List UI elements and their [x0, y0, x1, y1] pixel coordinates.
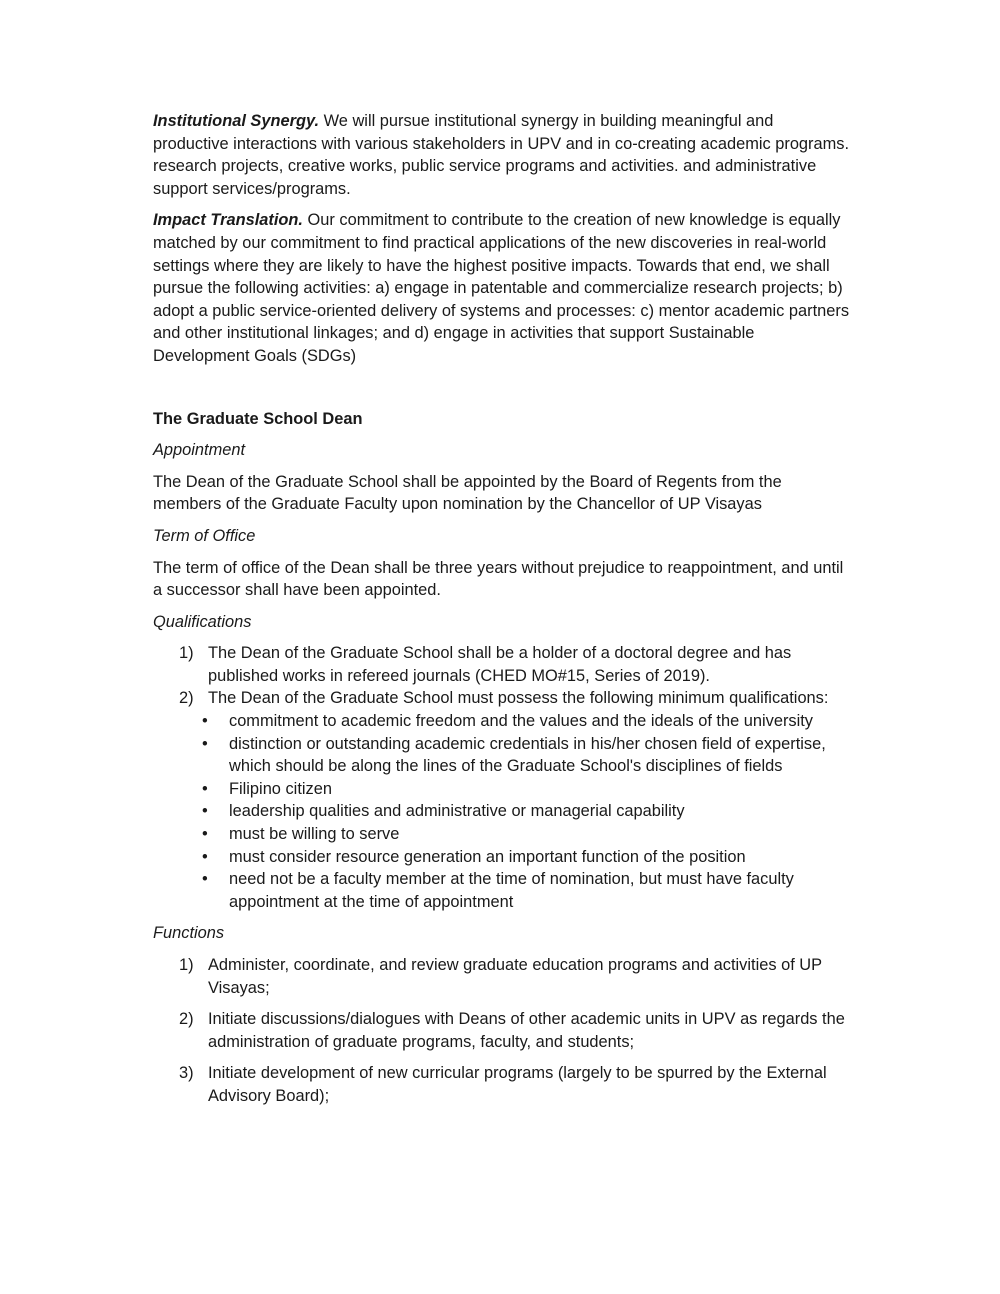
list-item-text: The Dean of the Graduate School must possess the following minimum qualifications: — [208, 689, 829, 708]
impact-lead: Impact Translation. — [153, 211, 303, 230]
bullet-icon: • — [202, 825, 208, 844]
bullet-text: Filipino citizen — [229, 779, 332, 798]
list-item — [153, 642, 850, 687]
list-number: 2) — [179, 1010, 194, 1029]
list-number: 1) — [179, 956, 194, 974]
qualifications-list — [153, 642, 850, 913]
functions-list — [153, 954, 850, 1108]
list-item — [153, 954, 850, 999]
bullet-item — [153, 868, 850, 913]
bullet-item — [153, 846, 850, 869]
bullet-icon: • — [202, 847, 208, 866]
bullet-icon: • — [202, 779, 208, 798]
impact-paragraph — [153, 209, 850, 367]
bullet-item — [153, 710, 850, 733]
impact-text: Our commitment to contribute to the creation of new knowledge is equally matched by our commitment to find practical applications of the new discoveries in real-world settings where they are likely to have the highest positive impacts. Towards that end, we shall pursue the following activities: a) engage in patentable and commercialize research projects; b) adopt a public service-oriented delivery of systems and processes: c) mentor academic partners and other institutional linkages; and d) engage in activities that support Sustainable Development Goals (SDGs) — [153, 211, 850, 365]
list-item-text: The Dean of the Graduate School shall be a holder of a doctoral degree and has published works in refereed journals (CHED MO#15, Series of 2019). — [208, 644, 792, 685]
bullet-text: must be willing to serve — [229, 825, 400, 844]
appointment-text: The Dean of the Graduate School shall be appointed by the Board of Regents from the members of the Graduate Faculty upon nomination by the Chancellor of UP Visayas — [153, 472, 782, 514]
functions-subheading: Functions — [153, 924, 225, 943]
appointment-subheading: Appointment — [153, 441, 246, 460]
list-number: 3) — [179, 1064, 194, 1083]
bullet-text: commitment to academic freedom and the values and the ideals of the university — [229, 712, 813, 731]
bullet-icon: • — [202, 802, 208, 821]
list-item-text: Initiate discussions/dialogues with Deans of other academic units in UPV as regards the administration of graduate programs, faculty, and students; — [208, 1010, 845, 1051]
list-item — [153, 687, 850, 710]
bullet-item — [153, 778, 850, 801]
dean-heading: The Graduate School Dean — [153, 409, 363, 428]
term-text: The term of office of the Dean shall be three years without prejudice to reappointment, and until a successor shall have been appointed. — [153, 558, 844, 600]
bullet-item — [153, 733, 850, 778]
list-item-text: Initiate development of new curricular programs (largely to be spurred by the External Advisory Board); — [208, 1064, 827, 1105]
list-number: 1) — [179, 644, 194, 663]
bullet-text: leadership qualities and administrative or managerial capability — [229, 802, 685, 821]
list-item — [153, 1062, 850, 1107]
bullet-item — [153, 823, 850, 846]
bullet-item — [153, 800, 850, 823]
list-number: 2) — [179, 689, 194, 708]
bullet-text: distinction or outstanding academic credentials in his/her chosen field of expertise, which should be along the lines of the Graduate School's disciplines of fields — [229, 734, 826, 776]
bullet-icon: • — [202, 734, 208, 753]
list-item — [153, 1008, 850, 1053]
synergy-paragraph — [153, 110, 850, 200]
qualifications-bullets — [153, 710, 850, 913]
qualifications-subheading: Qualifications — [153, 612, 252, 631]
bullet-icon: • — [202, 712, 208, 731]
bullet-text: need not be a faculty member at the time of nomination, but must have faculty appointment at the time of appointment — [229, 870, 794, 911]
bullet-icon: • — [202, 870, 208, 889]
bullet-text: must consider resource generation an important function of the position — [229, 847, 746, 866]
synergy-lead: Institutional Synergy. — [153, 112, 320, 130]
list-item-text: Administer, coordinate, and review graduate education programs and activities of UP Visayas; — [208, 956, 822, 997]
synergy-text: We will pursue institutional synergy in building meaningful and productive interactions with various stakeholders in UPV and in co-creating academic programs. research projects, creative works, public service programs and activities. and administrative support services/programs. — [153, 112, 850, 198]
term-subheading: Term of Office — [153, 526, 256, 545]
